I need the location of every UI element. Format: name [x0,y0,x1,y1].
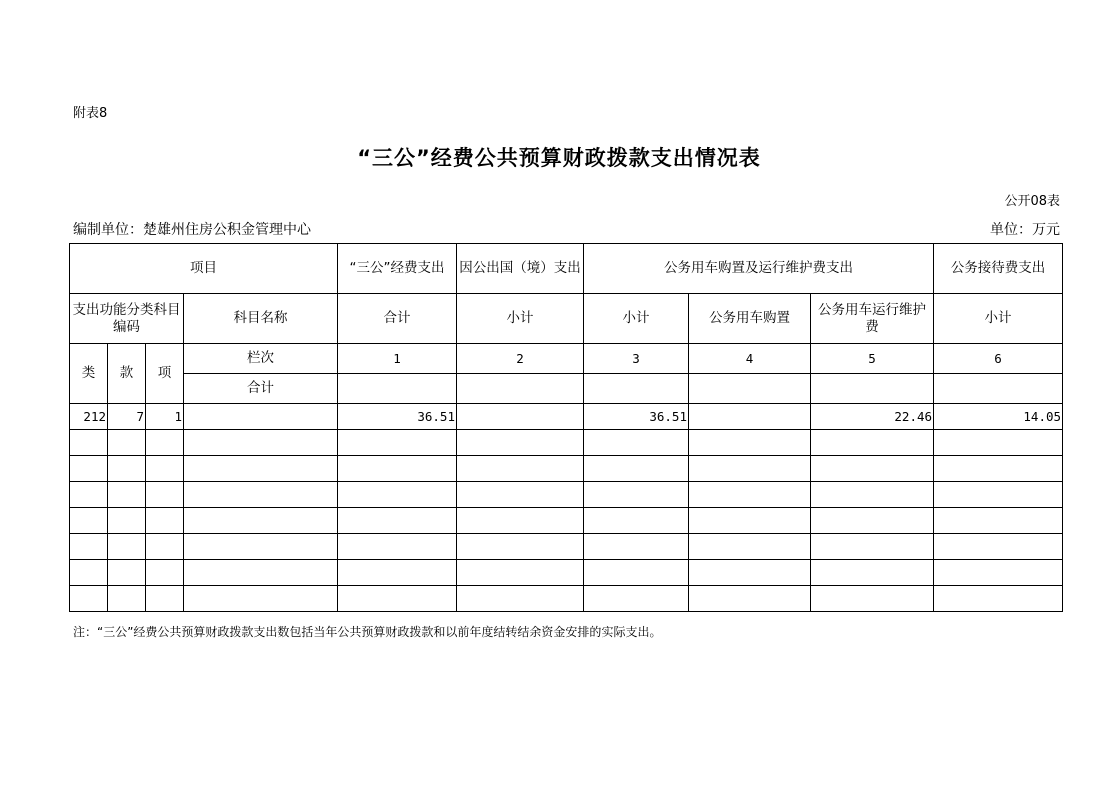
expenditure-table [69,243,1063,612]
cell-total: 36.51 [338,404,457,430]
column-number: 2 [457,344,584,374]
cell-reception: 14.05 [934,404,1063,430]
sum-cell [689,374,811,404]
header-xiang: 项 [146,344,184,404]
header-total: 合计 [338,294,457,344]
sum-cell [811,374,934,404]
header-column-no: 栏次 [184,344,338,374]
header-vehicle-purchase: 公务用车购置 [689,294,811,344]
sum-row [70,374,1063,404]
header-abroad-subtotal: 小计 [457,294,584,344]
cell-vehicle-running: 22.46 [811,404,934,430]
cell-abroad [457,404,584,430]
column-number: 1 [338,344,457,374]
header-reception: 公务接待费支出 [934,244,1063,294]
header-subject-name: 科目名称 [184,294,338,344]
empty-row [70,456,1063,482]
empty-row [70,586,1063,612]
header-vehicle: 公务用车购置及运行维护费支出 [584,244,934,294]
cell-vehicle-purchase [689,404,811,430]
cell-vehicle-subtotal: 36.51 [584,404,689,430]
header-row-2 [70,294,1063,344]
sum-cell [584,374,689,404]
header-row-3 [70,344,1063,374]
column-number: 6 [934,344,1063,374]
form-code: 公开08表 [1004,194,1060,209]
empty-row [70,508,1063,534]
compiling-organization: 编制单位：楚雄州住房公积金管理中心 [73,222,311,238]
footnote: 注：“三公”经费公共预算财政拨款支出数包括当年公共预算财政拨款和以前年度结转结余资金安排的实际支出。 [73,625,662,639]
header-item: 项目 [70,244,338,294]
header-three-public: “三公”经费支出 [338,244,457,294]
empty-row [70,482,1063,508]
sum-cell [457,374,584,404]
column-number: 4 [689,344,811,374]
header-lei: 类 [70,344,108,404]
header-vehicle-running: 公务用车运行维护费 [811,294,934,344]
header-kuan: 款 [108,344,146,404]
table-row [70,404,1063,430]
header-sum: 合计 [184,374,338,404]
page-title: “三公”经费公共预算财政拨款支出情况表 [357,146,761,170]
header-abroad: 因公出国（境）支出 [457,244,584,294]
header-row-1 [70,244,1063,294]
cell-xiang: 1 [146,404,184,430]
column-number: 3 [584,344,689,374]
cell-lei: 212 [70,404,108,430]
cell-subject-name [184,404,338,430]
currency-unit: 单位：万元 [990,222,1060,238]
cell-kuan: 7 [108,404,146,430]
empty-row [70,430,1063,456]
column-number: 5 [811,344,934,374]
sum-cell [934,374,1063,404]
annex-label: 附表8 [73,106,108,121]
header-func-code: 支出功能分类科目编码 [70,294,184,344]
header-vehicle-subtotal: 小计 [584,294,689,344]
empty-row [70,560,1063,586]
empty-row [70,534,1063,560]
header-reception-subtotal: 小计 [934,294,1063,344]
sum-cell [338,374,457,404]
